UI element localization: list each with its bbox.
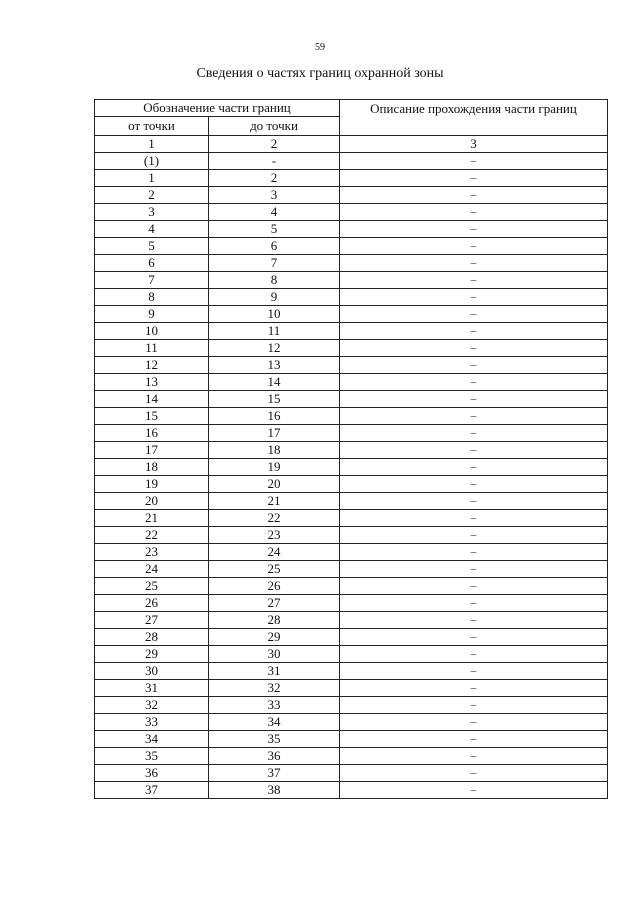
cell-from-point: 18 <box>95 459 209 476</box>
table-row <box>95 629 608 646</box>
cell-to-point: 5 <box>209 221 340 238</box>
cell-to-point: 34 <box>209 714 340 731</box>
table-body <box>95 136 608 799</box>
header-boundary-description: Описание прохождения части границ <box>340 100 608 136</box>
cell-from-point: 20 <box>95 493 209 510</box>
table-row <box>95 357 608 374</box>
cell-from-point: 15 <box>95 408 209 425</box>
cell-to-point: 6 <box>209 238 340 255</box>
cell-description: – <box>340 340 608 357</box>
cell-to-point: 7 <box>209 255 340 272</box>
header-from-point: от точки <box>95 117 209 136</box>
cell-to-point: 33 <box>209 697 340 714</box>
cell-to-point: 4 <box>209 204 340 221</box>
cell-from-point: 26 <box>95 595 209 612</box>
table-row <box>95 544 608 561</box>
cell-to-point: 17 <box>209 425 340 442</box>
cell-to-point: 21 <box>209 493 340 510</box>
cell-to-point: 29 <box>209 629 340 646</box>
cell-from-point: 12 <box>95 357 209 374</box>
table-row <box>95 289 608 306</box>
table-row <box>95 561 608 578</box>
table-row <box>95 510 608 527</box>
table-row <box>95 340 608 357</box>
table-row <box>95 731 608 748</box>
cell-from-point: 21 <box>95 510 209 527</box>
cell-to-point: 10 <box>209 306 340 323</box>
cell-to-point: 19 <box>209 459 340 476</box>
cell-description: – <box>340 238 608 255</box>
cell-to-point: 27 <box>209 595 340 612</box>
cell-to-point: 14 <box>209 374 340 391</box>
cell-description: – <box>340 221 608 238</box>
cell-to-point: 18 <box>209 442 340 459</box>
table-row <box>95 748 608 765</box>
table-row <box>95 272 608 289</box>
cell-description: – <box>340 561 608 578</box>
table-row <box>95 612 608 629</box>
cell-description: – <box>340 255 608 272</box>
cell-from-point: 5 <box>95 238 209 255</box>
cell-from-point: 1 <box>95 136 209 153</box>
cell-description: – <box>340 374 608 391</box>
cell-from-point: 28 <box>95 629 209 646</box>
table-row <box>95 493 608 510</box>
cell-description: – <box>340 153 608 170</box>
cell-description: – <box>340 425 608 442</box>
cell-from-point: 8 <box>95 289 209 306</box>
table-row <box>95 646 608 663</box>
cell-description: – <box>340 272 608 289</box>
cell-to-point: 8 <box>209 272 340 289</box>
cell-from-point: 1 <box>95 170 209 187</box>
table-row <box>95 374 608 391</box>
table-row <box>95 697 608 714</box>
cell-description: – <box>340 697 608 714</box>
cell-description: – <box>340 714 608 731</box>
cell-description: – <box>340 204 608 221</box>
cell-to-point: 3 <box>209 187 340 204</box>
table-row <box>95 255 608 272</box>
cell-from-point: 24 <box>95 561 209 578</box>
cell-to-point: 32 <box>209 680 340 697</box>
cell-to-point: 36 <box>209 748 340 765</box>
cell-from-point: 37 <box>95 782 209 799</box>
cell-from-point: 36 <box>95 765 209 782</box>
cell-from-point: 13 <box>95 374 209 391</box>
cell-from-point: 31 <box>95 680 209 697</box>
cell-description: – <box>340 629 608 646</box>
cell-description: – <box>340 493 608 510</box>
cell-from-point: 30 <box>95 663 209 680</box>
cell-description: – <box>340 765 608 782</box>
table-row <box>95 238 608 255</box>
cell-description: – <box>340 459 608 476</box>
table-row <box>95 459 608 476</box>
cell-description: – <box>340 646 608 663</box>
table-row <box>95 663 608 680</box>
table-row <box>95 442 608 459</box>
table-row <box>95 187 608 204</box>
table-row <box>95 136 608 153</box>
cell-description: – <box>340 391 608 408</box>
cell-from-point: 9 <box>95 306 209 323</box>
cell-description: – <box>340 323 608 340</box>
table-row <box>95 680 608 697</box>
cell-to-point: 28 <box>209 612 340 629</box>
cell-description: – <box>340 442 608 459</box>
cell-to-point: 24 <box>209 544 340 561</box>
cell-from-point: 23 <box>95 544 209 561</box>
cell-from-point: 27 <box>95 612 209 629</box>
cell-to-point: 35 <box>209 731 340 748</box>
table-row <box>95 391 608 408</box>
cell-from-point: 33 <box>95 714 209 731</box>
table-row <box>95 425 608 442</box>
cell-to-point: 12 <box>209 340 340 357</box>
cell-from-point: 17 <box>95 442 209 459</box>
cell-to-point: 15 <box>209 391 340 408</box>
table-row <box>95 765 608 782</box>
cell-to-point: 30 <box>209 646 340 663</box>
cell-description: – <box>340 680 608 697</box>
table-row <box>95 170 608 187</box>
cell-description: – <box>340 544 608 561</box>
cell-from-point: 10 <box>95 323 209 340</box>
cell-to-point: 22 <box>209 510 340 527</box>
cell-from-point: 3 <box>95 204 209 221</box>
table-row <box>95 578 608 595</box>
cell-description: – <box>340 578 608 595</box>
cell-from-point: (1) <box>95 153 209 170</box>
cell-description: – <box>340 357 608 374</box>
cell-from-point: 35 <box>95 748 209 765</box>
table-row <box>95 408 608 425</box>
cell-to-point: 2 <box>209 170 340 187</box>
cell-from-point: 16 <box>95 425 209 442</box>
cell-description: – <box>340 731 608 748</box>
cell-description: – <box>340 170 608 187</box>
cell-to-point: 25 <box>209 561 340 578</box>
cell-from-point: 25 <box>95 578 209 595</box>
table-row <box>95 204 608 221</box>
cell-description: – <box>340 510 608 527</box>
table-row <box>95 306 608 323</box>
cell-description: – <box>340 782 608 799</box>
table-row <box>95 782 608 799</box>
table-row <box>95 476 608 493</box>
cell-from-point: 7 <box>95 272 209 289</box>
cell-from-point: 34 <box>95 731 209 748</box>
cell-to-point: 38 <box>209 782 340 799</box>
cell-description: – <box>340 612 608 629</box>
cell-to-point: 16 <box>209 408 340 425</box>
cell-to-point: 37 <box>209 765 340 782</box>
cell-to-point: 23 <box>209 527 340 544</box>
cell-description: – <box>340 289 608 306</box>
table-row <box>95 527 608 544</box>
cell-from-point: 32 <box>95 697 209 714</box>
cell-from-point: 6 <box>95 255 209 272</box>
cell-to-point: 11 <box>209 323 340 340</box>
cell-description: – <box>340 187 608 204</box>
cell-description: – <box>340 408 608 425</box>
cell-to-point: - <box>209 153 340 170</box>
table-row <box>95 714 608 731</box>
table-row <box>95 595 608 612</box>
page-number: 59 <box>315 42 325 53</box>
boundary-table <box>94 99 608 799</box>
cell-description: – <box>340 663 608 680</box>
header-boundary-designation: Обозначение части границ <box>95 100 340 117</box>
cell-description: 3 <box>340 136 608 153</box>
cell-to-point: 2 <box>209 136 340 153</box>
cell-from-point: 22 <box>95 527 209 544</box>
cell-description: – <box>340 595 608 612</box>
cell-to-point: 9 <box>209 289 340 306</box>
cell-description: – <box>340 748 608 765</box>
table-row <box>95 153 608 170</box>
cell-from-point: 11 <box>95 340 209 357</box>
cell-description: – <box>340 527 608 544</box>
cell-to-point: 20 <box>209 476 340 493</box>
cell-to-point: 26 <box>209 578 340 595</box>
header-to-point: до точки <box>209 117 340 136</box>
cell-to-point: 13 <box>209 357 340 374</box>
cell-from-point: 14 <box>95 391 209 408</box>
document-title: Сведения о частях границ охранной зоны <box>196 66 444 81</box>
table-row <box>95 323 608 340</box>
cell-from-point: 19 <box>95 476 209 493</box>
cell-to-point: 31 <box>209 663 340 680</box>
cell-from-point: 2 <box>95 187 209 204</box>
cell-description: – <box>340 306 608 323</box>
cell-description: – <box>340 476 608 493</box>
table-row <box>95 221 608 238</box>
cell-from-point: 4 <box>95 221 209 238</box>
cell-from-point: 29 <box>95 646 209 663</box>
